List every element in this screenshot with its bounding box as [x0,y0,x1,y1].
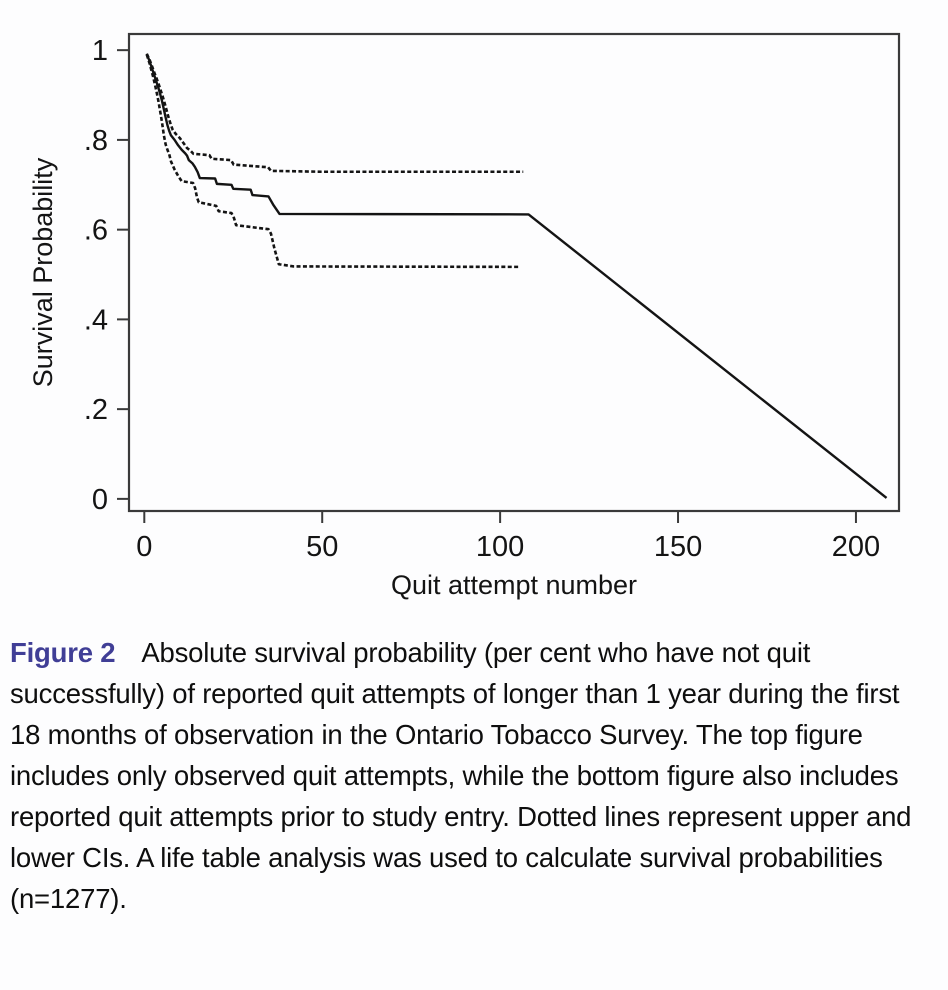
y-axis-title: Survival Probability [28,157,58,388]
caption-text: Absolute survival probability (per cent who have not quit successfully) of reported quit attempts of longer than 1 year during the first 18 months of observation in the Ontario Tobacco Survey. The top figure includes only observed quit attempts, while the bottom figure also includes reported quit attempts prior to study entry. Dotted lines represent upper and lower CIs. A life table analysis was used to calculate survival probabilities (n=1277). [10,637,912,914]
y-tick-label: .8 [83,124,108,157]
upper-ci-line [147,54,523,172]
survival-estimate-line [147,54,887,498]
x-axis-title: Quit attempt number [390,570,638,600]
y-tick-label: .4 [83,304,108,337]
figure-caption [0,632,948,919]
figure-label: Figure 2 [10,637,116,668]
y-tick-label: .6 [83,214,108,247]
lower-ci-line [147,55,520,267]
x-tick-label: 50 [306,531,339,563]
x-tick-label: 0 [136,531,153,563]
x-tick-label: 200 [831,531,881,563]
x-tick-label: 150 [653,531,703,563]
y-tick-label: 0 [91,483,108,516]
plot-frame [129,34,899,511]
y-tick-label: 1 [91,35,108,68]
y-tick-label: .2 [83,394,108,427]
x-tick-label: 100 [475,531,525,563]
